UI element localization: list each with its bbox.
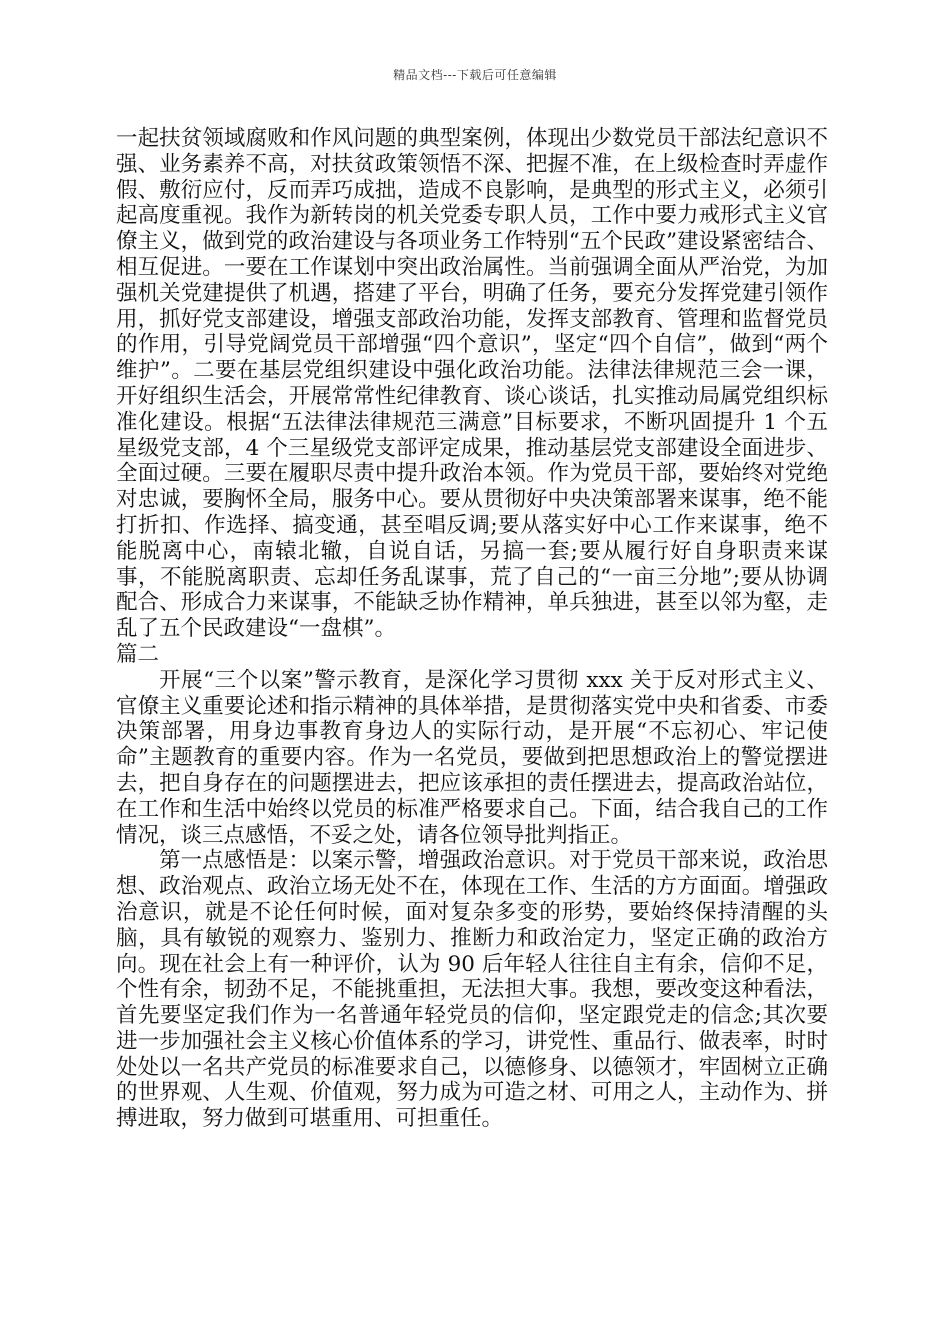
paragraph-3: 第一点感悟是：以案示警，增强政治意识。对于党员干部来说，政治思想、政治观点、政治立场无处不在，体现在工作、生活的方方面面。增强政治意识，就是不论任何时候，面对复杂多变的形势，要始终保持清醒的头脑，具有敏锐的观察力、鉴别力、推断力和政治定力，坚定正确的政治方向。现在社会上有一种评价，认为 90 后年轻人往往自主有余，信仰不足，个性有余，韧劲不足，不能挑重担，无法担大事。我想，要改变这种看法，首先要坚定我们作为一名普通年轻党员的信仰，坚定跟党走的信念;其次要进一步加强社会主义核心价值体系的学习，讲党性、重品行、做表率，时时处处以一名共产党员的标准要求自己，以德修身、以德领才，牢固树立正确的世界观、人生观、价值观，努力成为可造之材、可用之人，主动作为、拼搏进取，努力做到可堪重用、可担重任。 (116, 848, 828, 1132)
page-header: 精品文档---下载后可任意编辑 (393, 68, 557, 82)
paragraph-2: 开展“三个以案”警示教育，是深化学习贯彻 xxx 关于反对形式主义、官僚主义重要论述和指示精神的具体举措，是贯彻落实党中央和省委、市委决策部署，用身边事教育身边人的实际行动，是开展“不忘初心、牢记使命”主题教育的重要内容。作为一名党员，要做到把思想政治上的警觉摆进去，把自身存在的问题摆进去，把应该承担的责任摆进去，提高政治站位，在工作和生活中始终以党员的标准严格要求自己。下面，结合我自己的工作情况，谈三点感悟，不妥之处，请各位领导批判指正。 (116, 667, 828, 848)
document-body (116, 126, 828, 1132)
paragraph-1: 一起扶贫领域腐败和作风问题的典型案例，体现出少数党员干部法纪意识不强、业务素养不高，对扶贫政策领悟不深、把握不准，在上级检查时弄虚作假、敷衍应付，反而弄巧成拙，造成不良影响，是典型的形式主义，必须引起高度重视。我作为新转岗的机关党委专职人员，工作中要力戒形式主义官僚主义，做到党的政治建设与各项业务工作特别“五个民政”建设紧密结合、相互促进。一要在工作谋划中突出政治属性。当前强调全面从严治党，为加强机关党建提供了机遇，搭建了平台，明确了任务，要充分发挥党建引领作用，抓好党支部建设，增强支部政治功能，发挥支部教育、管理和监督党员的作用，引导党阔党员干部增强“四个意识”，坚定“四个自信”，做到“两个维护”。二要在基层党组织建设中强化政治功能。法律法律规范三会一课，开好组织生活会，开展常常性纪律教育、谈心谈话，扎实推动局属党组织标准化建设。根据“五法律法律规范三满意”目标要求，不断巩固提升 1 个五星级党支部，4 个三星级党支部评定成果，推动基层党支部建设全面进步、全面过硬。三要在履职尽责中提升政治本领。作为党员干部，要始终对党绝对忠诚，要胸怀全局，服务中心。要从贯彻好中央决策部署来谋事，绝不能打折扣、作选择、搞变通，甚至唱反调;要从落实好中心工作来谋事，绝不能脱离中心，南辕北辙，自说自话，另搞一套;要从履行好自身职责来谋事，不能脱离职责、忘却任务乱谋事，荒了自己的“一亩三分地”;要从协调配合、形成合力来谋事，不能缺乏协作精神，单兵独进，甚至以邻为壑，走乱了五个民政建设“一盘棋”。 (116, 126, 828, 642)
section-title: 篇二 (116, 641, 160, 667)
